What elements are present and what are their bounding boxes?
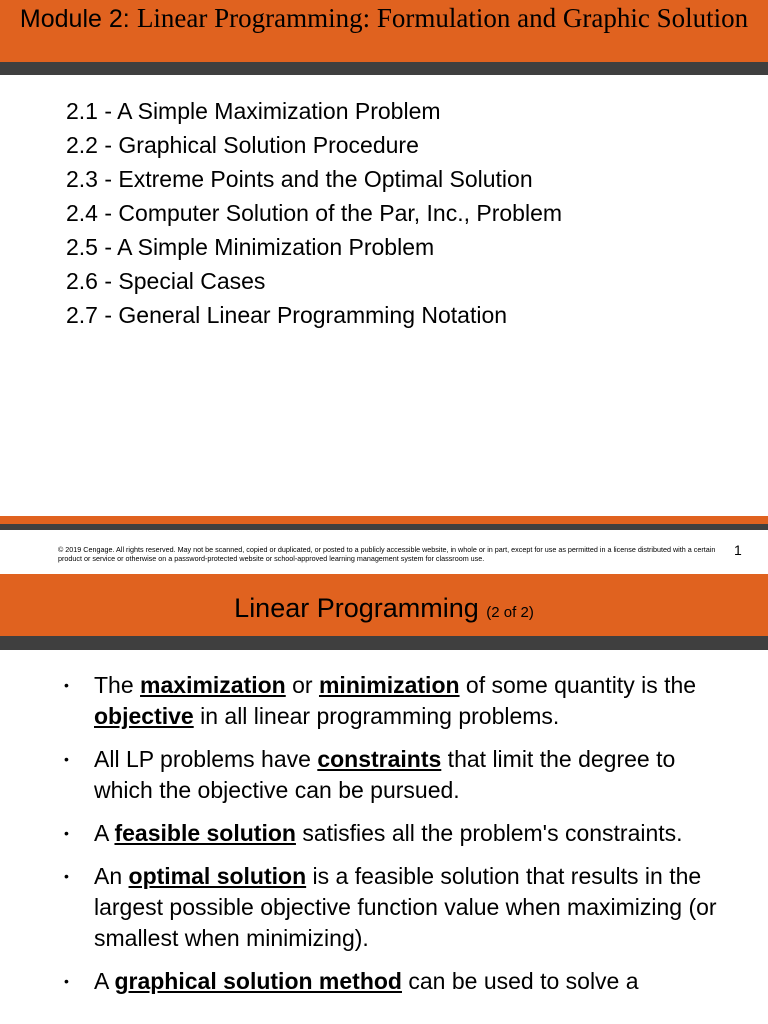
footer-orange-bar	[0, 516, 768, 524]
bullet-text: can be used to solve a	[401, 968, 639, 994]
toc-item: 2.6 - Special Cases	[66, 268, 266, 294]
slide-2-title-text: Linear Programming	[234, 593, 479, 623]
key-term: optimal solution	[128, 863, 307, 889]
bullet-text: satisfies all the problem's constraints.	[295, 820, 683, 846]
bullet-item	[60, 670, 720, 732]
slide-2-title-suffix: (2 of 2)	[486, 604, 534, 621]
toc-item: 2.1 - A Simple Maximization Problem	[66, 98, 441, 124]
bullet-item	[60, 818, 720, 849]
slide-1-title	[0, 0, 768, 36]
bullet-text: The	[94, 672, 141, 698]
page-number: 1	[734, 542, 742, 558]
bullet-text: A	[94, 820, 115, 846]
key-term: feasible solution	[114, 820, 296, 846]
slide-2	[0, 574, 768, 1024]
title-text: Linear Programming: Formulation and Graphic Solution	[136, 3, 749, 33]
bullet-text: of some quantity is the	[459, 672, 697, 698]
bullet-icon: •	[64, 868, 69, 884]
slide-2-dark-bar	[0, 636, 768, 650]
key-term: graphical solution method	[114, 968, 402, 994]
title-module: Module 2:	[19, 5, 130, 33]
bullet-text: in all linear programming problems.	[193, 703, 560, 729]
toc-item: 2.4 - Computer Solution of the Par, Inc., Problem	[66, 200, 563, 226]
slide-2-title	[0, 591, 768, 630]
slide-1-dark-bar	[0, 62, 768, 75]
footer-dark-bar	[0, 524, 768, 530]
bullet-text: that limit the degree to which the objective can be pursued.	[94, 746, 676, 803]
toc-item: 2.3 - Extreme Points and the Optimal Solution	[66, 166, 533, 192]
bullet-icon: •	[64, 973, 69, 989]
key-term: minimization	[318, 672, 460, 698]
bullet-icon: •	[64, 751, 69, 767]
bullet-item	[60, 744, 720, 806]
bullet-text: A	[94, 968, 115, 994]
bullet-text: is a feasible solution that results in the largest possible objective function value when maximizing (or smallest when minimizing).	[94, 863, 717, 951]
bullet-item	[60, 861, 720, 954]
key-term: maximization	[140, 672, 286, 698]
bullet-list	[60, 670, 720, 1009]
bullet-item	[60, 966, 720, 997]
table-of-contents	[66, 94, 562, 332]
toc-item: 2.2 - Graphical Solution Procedure	[66, 132, 419, 158]
bullet-text: An	[94, 863, 129, 889]
copyright-notice: © 2019 Cengage. All rights reserved. May not be scanned, copied or duplicated, or posted to a publicly accessible website, in whole or in part, except for use as permitted in a license distributed with a certain product or service or otherwise on a password-protected website or school-approved learning management system for classroom use.	[58, 545, 716, 563]
key-term: constraints	[317, 746, 442, 772]
toc-item: 2.7 - General Linear Programming Notation	[66, 302, 508, 328]
bullet-text: or	[285, 672, 319, 698]
bullet-icon: •	[64, 825, 69, 841]
bullet-icon: •	[64, 677, 69, 693]
toc-item: 2.5 - A Simple Minimization Problem	[66, 234, 435, 260]
key-term: objective	[94, 703, 194, 729]
bullet-text: All LP problems have	[94, 746, 318, 772]
